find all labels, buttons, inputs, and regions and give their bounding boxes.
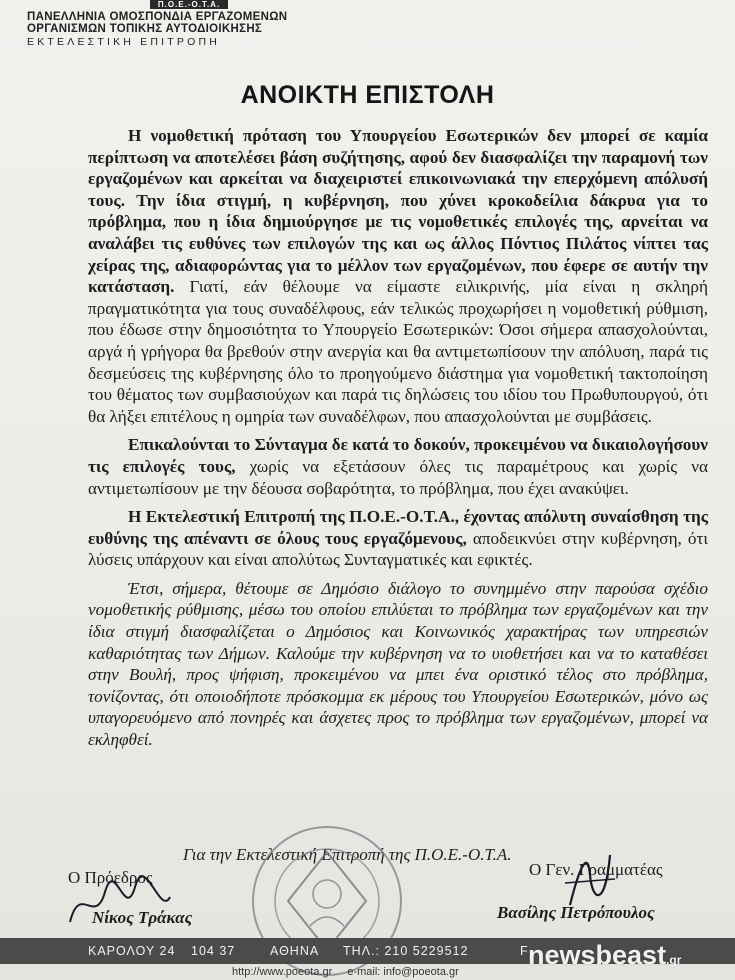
footer-city: ΑΘΗΝΑ [270,944,320,958]
secretary-general-title: Ο Γεν. Γραμματέας [529,860,663,879]
organization-logo-badge: Π.Ο.Ε.-Ο.Τ.Α. [150,0,228,9]
secretary-general-name: Βασίλης Πετρόπουλος [497,903,655,922]
letter-body [88,125,708,758]
footer-web-contacts [232,966,459,978]
closing-line: Για την Εκτελεστική Επιτροπή της Π.Ο.Ε.-Ο.Τ.Α. [183,845,512,864]
paragraph-3-regular: αποδεικνύει στην κυβέρνηση, ότι λύσεις υπάρχουν και είναι απολύτως Συνταγματικές και εφικτές. [88,528,709,570]
footer-phone: ΤΗΛ.: 210 5229512 [343,944,469,958]
paragraph-2-regular: χωρίς να εξετάσουν όλες τις παραμέτρους και χωρίς να αντιμετωπίσουν με την δέουσα σοβαρότητα, το πρόβλημα, που έχει ανακύψει. [88,456,708,498]
paragraph-2-bold: Επικαλούνται το Σύνταγμα δε κατά το δοκούν, προκειμένου να δικαιολογήσουν τις επιλογές τους, [88,435,708,476]
paragraph-1-bold: Η νομοθετική πρόταση του Υπουργείου Εσωτερικών δεν μπορεί σε καμία περίπτωση να αποτελέσει βάση συζήτησης, αφού δεν διασφαλίζει την παραμονή των εργαζομένων και αρκείται να διαχειριστεί επικοινωνιακά την επερχόμενη απόλυσή τους. Την ίδια στιγμή, η κυβέρνηση, που χύνει κροκοδείλια δάκρυα για το πρόβλημα, που η ίδια δημιούργησε με τις νομοθετικές επιλογές της, αρνείται να αναλάβει τις ευθύνες των επιλογών της και ως άλλος Πόντιος Πιλάτος νίπτει τας χείρας της, αδιαφορώντας για το μέλλον των εργαζομένων, που έφερε σε αυτήν την κατάσταση. [88,126,708,297]
paragraph-3 [88,506,708,571]
newsbeast-watermark [528,940,681,971]
paragraph-1-regular: Γιατί, εάν θέλουμε να είμαστε ειλικρινής, μία είναι η σκληρή πραγματικότητα για τους συναδέλφους, εάν τελικώς προχωρήσει η νομοθετική ρύθμιση, που έδωσε στην δημοσιότητα το Υπουργείο Εσωτερικών: Όσοι σήμερα απασχολούνται, αργά ή γρήγορα θα βρεθούν στην ανεργία και θα αντιμετωπίσουν την απόλυση, παρά τις δεσμεύσεις της κυβέρνησης όλο το προηγούμενο διάστημα για νομοθετική τακτοποίηση του θέματος των συμβασιούχων και παρά τις δηλώσεις του ιδίου του Πρωθυπουργού, ότι θα λήξει επιτέλους η ομηρία των συναδέλφων, που απασχολούνται με συμβάσεις. [88,277,708,426]
paragraph-4-italic: Έτσι, σήμερα, θέτουμε σε Δημόσιο διάλογο το συνημμένο στην παρούσα σχέδιο νομοθετικής ρύθμισης, μέσω του οποίου επιλύεται το πρόβλημα των εργαζομένων και την ίδια στιγμή διασφαλίζεται ο Δημόσιος και Κοινωνικός χαρακτήρας των υπηρεσιών καθαριότητας των Δήμων. Καλούμε την κυβέρνηση να το υιοθετήσει και να το καταθέσει στην Βουλή, προς ψήφιση, προκειμένου να μπει ένα οριστικό τέλος στο πρόβλημα, τονίζοντας, ότι οποιοδήποτε πρόσκομμα εκ μέρους του Υπουργείου Εσωτερικών, μόνο ως υπαγορευόμενο από πονηρές και άσχετες προς το πρόβλημα των εργαζομένων, μπορεί να εκληφθεί. [88,578,708,750]
paragraph-1 [88,125,708,427]
footer-address: ΚΑΡΟΛΟΥ 24 [88,944,176,958]
organization-name-line-1: ΠΑΝΕΛΛΗΝΙΑ ΟΜΟΣΠΟΝΔΙΑ ΕΡΓΑΖΟΜΕΝΩΝ [27,11,288,23]
letter-title: ΑΝΟΙΚΤΗ ΕΠΙΣΤΟΛΗ [240,81,495,109]
president-name: Νίκος Τράκας [92,908,193,927]
paragraph-3-bold: Η Εκτελεστική Επιτροπή της Π.Ο.Ε.-Ο.Τ.Α., έχοντας απόλυτη συναίσθηση της ευθύνης της απέναντι σε όλους τους εργαζόμενους, [88,507,708,548]
president-title: Ο Πρόεδρος [68,868,153,887]
paragraph-4 [88,578,708,751]
watermark-tld: .gr [666,953,682,967]
watermark-brand: newsbeast [528,940,667,970]
footer-fax-prefix: F [520,944,529,958]
footer-email-link[interactable]: e-mail: info@poeota.gr [347,966,459,978]
organization-committee: ΕΚΤΕΛΕΣΤΙΚΗ ΕΠΙΤΡΟΠΗ [27,36,221,48]
footer-website-link[interactable]: http://www.poeota.gr [232,966,333,978]
paragraph-2 [88,434,708,499]
footer-postcode: 104 37 [191,944,236,958]
organization-name-line-2: ΟΡΓΑΝΙΣΜΩΝ ΤΟΠΙΚΗΣ ΑΥΤΟΔΙΟΙΚΗΣΗΣ [27,23,263,35]
